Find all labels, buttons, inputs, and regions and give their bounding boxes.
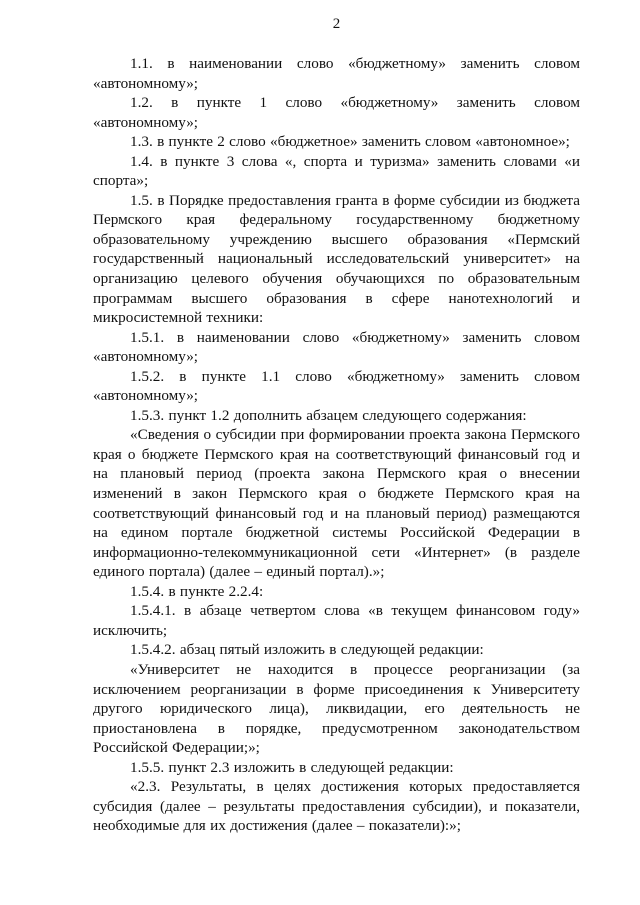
quoted-paragraph-results: «2.3. Результаты, в целях достижения которых предоставляется субсидия (далее – результаты предоставления субсидии), и показатели, необходимые для их достижения (далее – показатели):»; — [93, 778, 580, 835]
paragraph-1-1: 1.1. в наименовании слово «бюджетному» заменить словом «автономному»; — [93, 55, 580, 92]
paragraph-1-5-4-1: 1.5.4.1. в абзаце четвертом слова «в текущем финансовом году» исключить; — [93, 602, 580, 639]
page-number: 2 — [332, 16, 341, 32]
quoted-paragraph-university: «Университет не находится в процессе реорганизации (за исключением реорганизации в форме присоединения к Университету другого юридического лица), ликвидации, его деятельность не приостановлена в порядке, предусмотренном законодательством Российской Федерации;»; — [93, 660, 580, 757]
paragraph-1-5-2: 1.5.2. в пункте 1.1 слово «бюджетному» заменить словом «автономному»; — [93, 367, 580, 405]
paragraph-1-3: 1.3. в пункте 2 слово «бюджетное» заменить словом «автономное»; — [130, 133, 570, 151]
paragraph-1-5-3: 1.5.3. пункт 1.2 дополнить абзацем следующего содержания: — [130, 406, 527, 424]
paragraph-1-5: 1.5. в Порядке предоставления гранта в форме субсидии из бюджета Пермского края федеральному государственному бюджетному образовательному учреждению высшего образования «Пермский государственный национальный исследовательский университет» на организацию целевого обучения обучающихся по образовательным программам высшего образования в сфере нанотехнологий и микросистемной техники: — [93, 191, 580, 327]
paragraph-1-4: 1.4. в пункте 3 слова «, спорта и туризма» заменить словами «и спорта»; — [93, 152, 580, 190]
paragraph-1-2: 1.2. в пункте 1 слово «бюджетному» заменить словом «автономному»; — [93, 94, 580, 131]
paragraph-1-5-4-2: 1.5.4.2. абзац пятый изложить в следующей редакции: — [130, 641, 484, 659]
quoted-paragraph-subsidy-info: «Сведения о субсидии при формировании проекта закона Пермского края о бюджете Пермского края на соответствующий финансовый год и на плановый период (проекта закона Пермского края о внесении изменений в закон Пермского края о бюджете Пермского края на соответствующий финансовый год и на плановый период) размещаются на едином портале бюджетной системы Российской Федерации в информационно-телекоммуникационной сети «Интернет» (в разделе единого портала) (далее – единый портал).»; — [93, 426, 580, 581]
paragraph-1-5-4: 1.5.4. в пункте 2.2.4: — [130, 582, 264, 600]
paragraph-1-5-1: 1.5.1. в наименовании слово «бюджетному» заменить словом «автономному»; — [93, 328, 580, 366]
paragraph-1-5-5: 1.5.5. пункт 2.3 изложить в следующей редакции: — [130, 758, 454, 776]
